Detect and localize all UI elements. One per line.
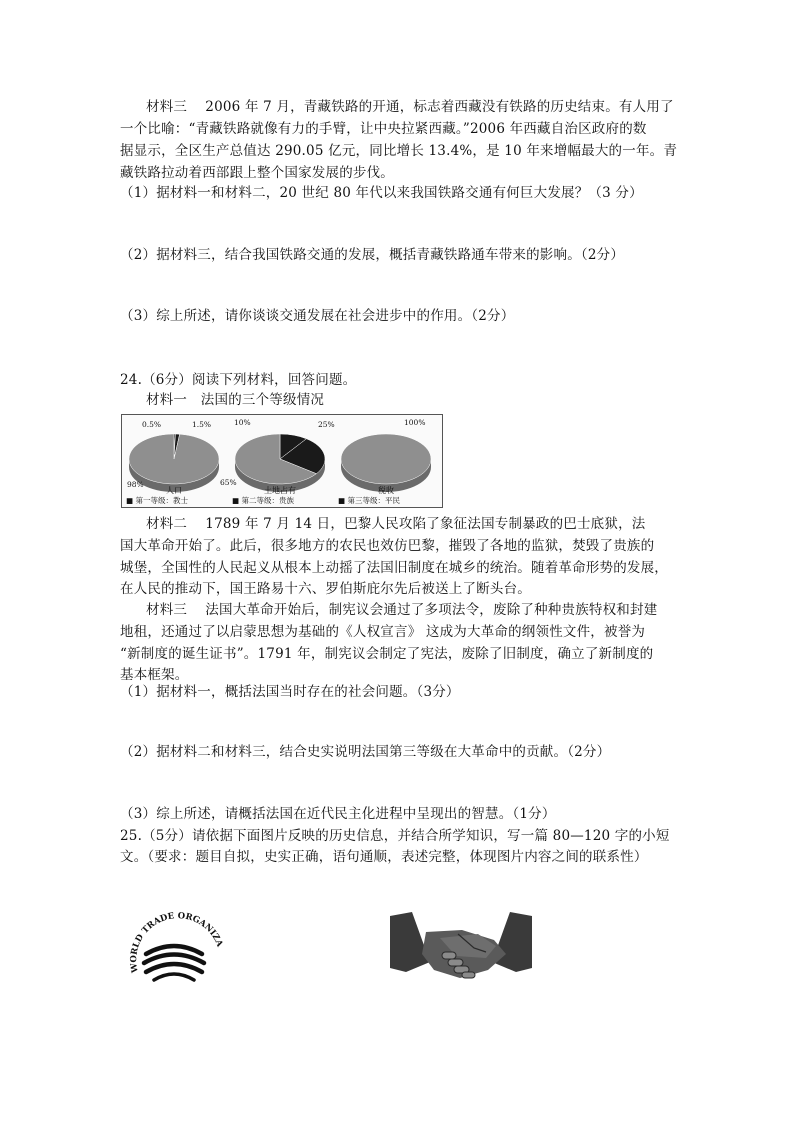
pie-category-label: 税收 xyxy=(378,486,394,495)
pie-data-label: 1.5% xyxy=(192,420,212,429)
q24-material3-line2: 地租，还通过了以启蒙思想为基础的《人权宣言》 这成为大革命的纲领性文件，被誉为 xyxy=(120,624,646,640)
pie-slice xyxy=(129,434,219,484)
q24-question-2: （2）据材料二和材料三，结合史实说明法国第三等级在大革命中的贡献。（2分） xyxy=(120,744,611,760)
q23-question-3: （3）综上所述，请你谈谈交通发展在社会进步中的作用。（2分） xyxy=(120,308,515,324)
pie-data-label: 0.5% xyxy=(142,420,162,429)
pie-data-label: 65% xyxy=(220,478,237,487)
legend-entry: ■ 第一等级：教士 xyxy=(126,496,188,505)
legend-entry: ■ 第三等级：平民 xyxy=(338,496,400,505)
q23-material3-line1: 材料三 2006 年 7 月，青藏铁路的开通，标志着西藏没有铁路的历史结束。有人用了 xyxy=(146,99,674,115)
q24-material3-line3: “新制度的诞生证书”。1791 年，制宪议会制定了宪法，废除了旧制度，确立了新制度的 xyxy=(120,646,654,662)
q24-material1-title: 材料一 法国的三个等级情况 xyxy=(146,392,325,408)
q24-question-3: （3）综上所述，请概括法国在近代民主化进程中呈现出的智慧。（1分） xyxy=(120,806,556,822)
estates-pie-chart-figure xyxy=(121,414,443,508)
wto-logo-image xyxy=(124,908,228,986)
handshake-icon xyxy=(390,912,532,988)
pie-data-label: 10% xyxy=(234,418,251,427)
wto-logo xyxy=(124,908,228,986)
pie-data-label: 25% xyxy=(318,420,335,429)
q25-line2: 文。（要求：题目自拟，史实正确，语句通顺，表述完整，体现图片内容之间的联系性） xyxy=(120,849,648,865)
q25-line1: 25.（5分）请依据下面图片反映的历史信息，并结合所学知识，写一篇 80—120 字的小短 xyxy=(120,828,670,844)
legend-entry: ■ 第二等级：贵族 xyxy=(232,496,294,505)
wto-logo-lettering: WORLD TRADE ORGANIZA xyxy=(129,911,225,974)
q23-material3-line4: 藏铁路拉动着西部跟上整个国家发展的步伐。 xyxy=(120,165,394,181)
q24-material3-line4: 基本框架。 xyxy=(120,667,189,683)
q24-material2-line2: 国大革命开始了。此后，很多地方的农民也效仿巴黎，摧毁了各地的监狱，焚毁了贵族的 xyxy=(120,538,655,554)
pie-category-label: 土地占有 xyxy=(264,486,296,495)
handshake-image xyxy=(390,912,532,988)
pie-data-label: 100% xyxy=(404,418,426,427)
q24-material2-line3: 城堡，全国性的人民起义从根本上动摇了法国旧制度在城乡的统治。随着革命形势的发展， xyxy=(120,560,668,576)
q23-material3-line2: 一个比喻：“青藏铁路就像有力的手臂，让中央拉紧西藏。”2006 年西藏自治区政府的数 xyxy=(120,121,647,137)
q24-heading: 24.（6分）阅读下列材料，回答问题。 xyxy=(120,372,357,388)
wto-emblem-icon xyxy=(144,946,204,980)
q23-material3-line3: 据显示，全区生产总值达 290.05 亿元，同比增长 13.4%，是 10 年来增幅最大的一年。青 xyxy=(120,143,678,159)
q23-question-2: （2）据材料三，结合我国铁路交通的发展，概括青藏铁路通车带来的影响。（2分） xyxy=(120,247,625,263)
q24-material2-line4: 在人民的推动下，国王路易十六、罗伯斯庇尔先后被送上了断头台。 xyxy=(120,581,531,597)
estates-pie-chart xyxy=(122,415,442,507)
pie-slice xyxy=(341,434,431,484)
pie-category-label: 人口 xyxy=(166,486,182,495)
q24-material2-line1: 材料二 1789 年 7 月 14 日，巴黎人民攻陷了象征法国专制暴政的巴士底狱，法 xyxy=(146,516,646,532)
q23-question-1: （1）据材料一和材料二，20 世纪 80 年代以来我国铁路交通有何巨大发展？（3 分） xyxy=(120,185,643,201)
q24-question-1: （1）据材料一，概括法国当时存在的社会问题。（3分） xyxy=(120,684,460,700)
q24-material3-line1: 材料三 法国大革命开始后，制宪议会通过了多项法令，废除了种种贵族特权和封建 xyxy=(146,602,658,618)
pie-data-label: 98% xyxy=(127,480,144,489)
